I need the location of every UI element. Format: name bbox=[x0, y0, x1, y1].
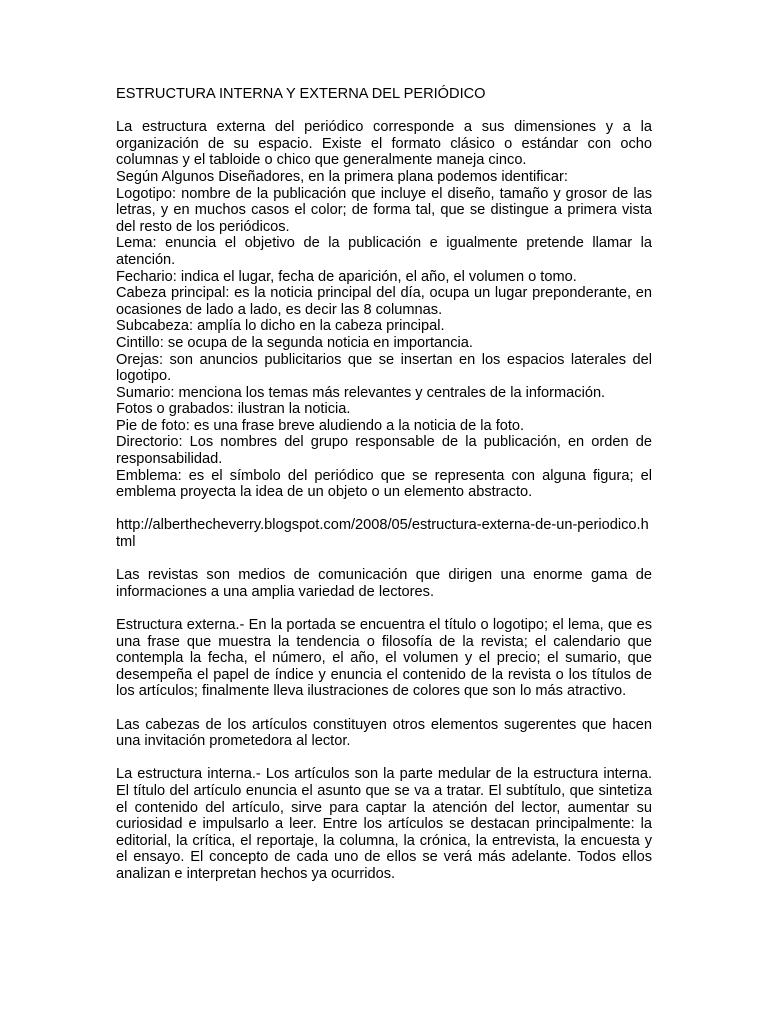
definition-emblema: Emblema: es el símbolo del periódico que se representa con alguna figura; el emblema proyecta la idea de un objeto o un elemento abstracto. bbox=[116, 467, 652, 501]
intro-heading-line: Según Algunos Diseñadores, en la primera plana podemos identificar: bbox=[116, 168, 568, 185]
source-url: http://alberthecheverry.blogspot.com/2008/05/estructura-externa-de-un-periodico.html bbox=[116, 517, 649, 551]
definition-orejas: Orejas: son anuncios publicitarios que se insertan en los espacios laterales del logotipo. bbox=[116, 351, 652, 385]
paragraph-cabezas: Las cabezas de los artículos constituyen otros elementos sugerentes que hacen una invitación prometedora al lector. bbox=[116, 716, 652, 750]
definition-fotos: Fotos o grabados: ilustran la noticia. bbox=[116, 401, 351, 418]
document-title: ESTRUCTURA INTERNA Y EXTERNA DEL PERIÓDICO bbox=[116, 86, 486, 102]
paragraph-estructura-interna: La estructura interna.- Los artículos son la parte medular de la estructura interna. El título del artículo enuncia el asunto que se va a tratar. El subtítulo, que sintetiza el contenido del artículo, sirve para captar la atención del lector, aumentar su curiosidad e impulsarlo a leer. Entre los artículos se destacan principalmente: la editorial, la crítica, el reportaje, la columna, la crónica, la entrevista, la encuesta y el ensayo. El concepto de cada uno de ellos se verá más adelante. Todos ellos analizan e interpretan hechos ya ocurridos. bbox=[116, 766, 652, 882]
definition-directorio: Directorio: Los nombres del grupo responsable de la publicación, en orden de responsabilidad. bbox=[116, 434, 652, 468]
definition-cintillo: Cintillo: se ocupa de la segunda noticia en importancia. bbox=[116, 334, 473, 351]
definition-pie-de-foto: Pie de foto: es una frase breve aludiendo a la noticia de la foto. bbox=[116, 417, 525, 434]
definition-fechario: Fechario: indica el lugar, fecha de aparición, el año, el volumen o tomo. bbox=[116, 268, 577, 285]
intro-section bbox=[116, 119, 652, 501]
definition-cabeza-principal: Cabeza principal: es la noticia principal del día, ocupa un lugar preponderante, en ocasiones de lado a lado, es decir las 8 columnas. bbox=[116, 285, 652, 318]
intro-paragraph: La estructura externa del periódico corresponde a sus dimensiones y a la organización de su espacio. Existe el formato clásico o estándar con ocho columnas y el tabloide o chico que generalmente maneja cinco. bbox=[116, 119, 652, 169]
definition-subcabeza: Subcabeza: amplía lo dicho en la cabeza principal. bbox=[116, 318, 445, 335]
definition-sumario: Sumario: menciona los temas más relevantes y centrales de la información. bbox=[116, 384, 606, 401]
definition-logotipo: Logotipo: nombre de la publicación que incluye el diseño, tamaño y grosor de las letras, y en muchos casos el color; de forma tal, que se distingue a primera vista del resto de los periódicos. bbox=[116, 185, 652, 235]
document-page bbox=[116, 86, 652, 883]
paragraph-estructura-externa: Estructura externa.- En la portada se encuentra el título o logotipo; el lema, que es una frase que muestra la tendencia o filosofía de la revista; el calendario que contempla la fecha, el número, el año, el volumen y el precio; el sumario, que desempeña el papel de índice y enuncia el contenido de la revista o los títulos de los artículos; finalmente lleva ilustraciones de colores que son lo más atractivo. bbox=[116, 617, 652, 700]
definition-lema: Lema: enuncia el objetivo de la publicación e igualmente pretende llamar la atención. bbox=[116, 235, 652, 268]
paragraph-revistas: Las revistas son medios de comunicación que dirigen una enorme gama de informaciones a una amplia variedad de lectores. bbox=[116, 567, 652, 600]
